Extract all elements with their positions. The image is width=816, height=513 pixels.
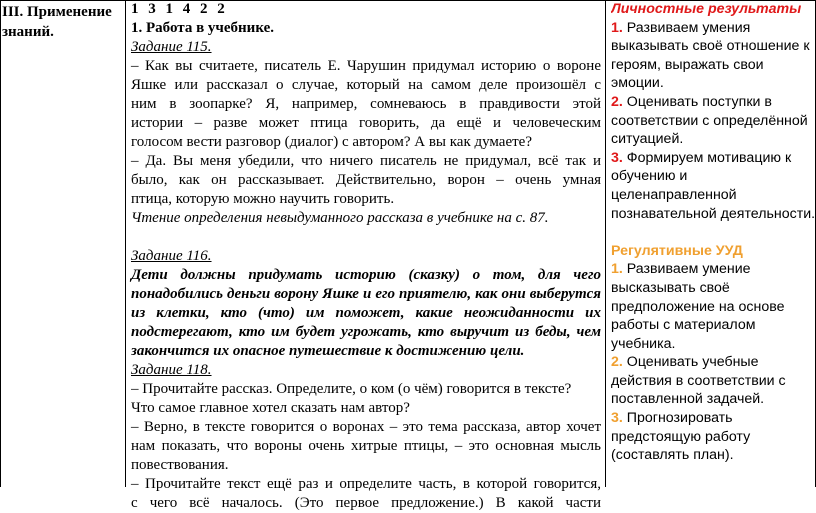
outcome-text: Развиваем умение — [626, 261, 751, 278]
outcome-line: целенаправленной — [611, 186, 737, 203]
outcomes-cell — [611, 0, 815, 465]
task-116-line: понадобились деньги ворону Яшке и его приятелю, как они выберутся — [131, 286, 601, 302]
text-line: птица, которую можно научить говорить. — [131, 191, 395, 207]
spacer — [611, 223, 815, 242]
outcome-text: Развиваем умения — [626, 19, 751, 36]
task-118-label: Задание 118. — [131, 362, 212, 378]
text-line: – Верно, в тексте говорится о воронах – это тема рассказа, автор хочет — [131, 419, 601, 435]
column-divider-2 — [605, 0, 606, 487]
code-digits: 1 3 1 4 2 2 — [131, 1, 228, 17]
outcome-line: соответствии с определённой — [611, 112, 808, 129]
outcome-line: выказывать своё отношение к — [611, 38, 810, 55]
stage-cell — [2, 2, 117, 42]
outcome-line — [611, 93, 815, 112]
text-line: ним в зоопарке? Я, например, сомневаюсь в правдивости этой — [131, 96, 601, 112]
outcome-number: 1. — [611, 19, 623, 36]
column-divider-1 — [125, 0, 126, 487]
task-116-line: закончится их опасное путешествие к достижению цели. — [131, 343, 525, 359]
outcome-number: 2. — [611, 93, 623, 110]
text-line: повествования. — [131, 457, 229, 473]
stage-label-line: знаний. — [2, 24, 54, 40]
reading-note: Чтение определения невыдуманного рассказа в учебнике на с. 87. — [131, 210, 549, 226]
outcome-line — [611, 149, 815, 168]
outcome-line: поставленной задачей. — [611, 391, 765, 408]
outcome-line — [611, 353, 815, 372]
text-line: Что самое главное хотел сказать нам автор? — [131, 400, 410, 416]
task-116-label: Задание 116. — [131, 248, 212, 264]
outcome-text: Прогнозировать — [626, 410, 733, 427]
outcome-number: 3. — [611, 410, 623, 427]
task-116-line: подстерегают, кто им будет угрожать, кто выручит из беды, чем — [131, 324, 601, 340]
stage-label-line: III. Применение — [2, 4, 112, 20]
lesson-content-cell — [131, 0, 601, 513]
text-line: голосом вести разговор (диалог) с автором? А вы как думаете? — [131, 134, 532, 150]
text-line: Яшке или рассказал о случае, который на самом деле произошёл с — [131, 77, 601, 93]
text-line: было, как он рассказывает. Действительно, ворон – очень умная — [131, 172, 601, 188]
outcome-line: предположение на основе — [611, 298, 785, 315]
outcome-number: 1. — [611, 261, 623, 278]
outcome-line: (составлять план). — [611, 447, 734, 464]
text-line: нам показать, что вороны очень хитрые птицы, – это основная мысль — [131, 438, 601, 454]
outcome-line: эмоции. — [611, 75, 664, 92]
outcome-line: работы с материалом — [611, 317, 756, 334]
text-line: с чего всё началось. (Это первое предложение.) В какой части — [131, 495, 601, 511]
outcome-text: Оценивать учебные — [626, 354, 759, 371]
table-left-border — [0, 0, 1, 487]
spacer — [131, 228, 601, 247]
outcome-line: обучению и — [611, 168, 688, 185]
outcome-line: действия в соответствии с — [611, 372, 786, 389]
text-line: истории – разве может птица говорить, да ещё и человеческим — [131, 115, 601, 131]
outcome-text: Формируем мотивацию к — [626, 149, 792, 166]
outcome-number: 3. — [611, 149, 623, 166]
outcome-line: ситуацией. — [611, 131, 684, 148]
task-116-line: из клетки, кто (что) им поможет, какие неожиданности их — [131, 305, 601, 321]
task-115-label: Задание 115. — [131, 39, 212, 55]
text-line: – Как вы считаете, писатель Е. Чарушин придумал историю о вороне — [131, 58, 601, 74]
outcome-line: учебника. — [611, 335, 676, 352]
task-116-line: Дети должны придумать историю (сказку) о том, для чего — [131, 267, 601, 283]
outcome-line: познавательной деятельности. — [611, 205, 815, 222]
outcome-number: 2. — [611, 354, 623, 371]
outcome-line — [611, 260, 815, 279]
outcome-line: предстоящую работу — [611, 428, 751, 445]
outcome-line: высказывать своё — [611, 279, 730, 296]
text-line: – Прочитайте текст ещё раз и определите часть, в которой говорится, — [131, 476, 601, 492]
text-line: – Да. Вы меня убедили, что ничего писатель не придумал, всё так и — [131, 153, 601, 169]
outcome-line — [611, 19, 815, 38]
outcome-text: Оценивать поступки в — [626, 93, 772, 110]
personal-results-title: Личностные результаты — [611, 1, 802, 17]
outcome-line — [611, 409, 815, 428]
section-heading: 1. Работа в учебнике. — [131, 20, 274, 36]
regulatory-title: Регулятивные УУД — [611, 242, 743, 259]
outcome-line: героям, выражать свои — [611, 56, 764, 73]
text-line: – Прочитайте рассказ. Определите, о ком (о чём) говорится в тексте? — [131, 381, 572, 397]
